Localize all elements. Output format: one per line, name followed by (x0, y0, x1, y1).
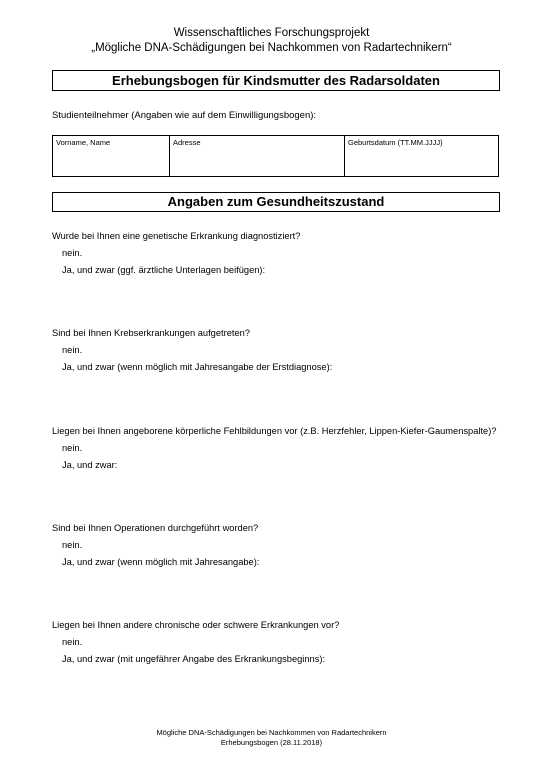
option-genetic-no: nein. (62, 248, 83, 258)
address-field-label: Adresse (173, 138, 201, 147)
question-cancer: Sind bei Ihnen Krebserkrankungen aufgetreten? (52, 328, 250, 338)
participant-intro: Studienteilnehmer (Angaben wie auf dem Einwilligungsbogen): (52, 110, 317, 121)
birthdate-field[interactable] (345, 136, 499, 177)
question-genetic-disease: Wurde bei Ihnen eine genetische Erkrankung diagnostiziert? (52, 231, 301, 241)
birthdate-field-label: Geburtsdatum (TT.MM.JJJJ) (348, 138, 443, 147)
footer-version-line: Erhebungsbogen (28.11.2018) (220, 738, 323, 747)
health-section-title: Angaben zum Gesundheitszustand (52, 192, 500, 212)
option-operations-no: nein. (62, 540, 83, 550)
question-chronic-diseases: Liegen bei Ihnen andere chronische oder schwere Erkrankungen vor? (52, 620, 340, 630)
checkbox-operations-yes[interactable] (52, 560, 59, 567)
option-chronic-no: nein. (62, 637, 83, 647)
checkbox-chronic-yes[interactable] (52, 657, 59, 664)
checkbox-cancer-yes[interactable] (52, 365, 59, 372)
option-malformations-no: nein. (62, 443, 83, 453)
question-malformations: Liegen bei Ihnen angeborene körperliche Fehlbildungen vor (z.B. Herzfehler, Lippen-Kiefer-Gaumenspalte)? (52, 426, 497, 436)
footer-project-line: Mögliche DNA-Schädigungen bei Nachkommen von Radartechnikern (156, 728, 387, 737)
participant-table (52, 135, 499, 177)
option-genetic-yes: Ja, und zwar (ggf. ärztliche Unterlagen beifügen): (62, 265, 266, 275)
checkbox-chronic-no[interactable] (52, 640, 59, 647)
name-field-label: Vorname, Name (56, 138, 111, 147)
option-malformations-yes: Ja, und zwar: (62, 460, 118, 470)
header-project-line: Wissenschaftliches Forschungsprojekt (173, 27, 370, 39)
checkbox-genetic-yes[interactable] (52, 268, 59, 275)
name-field[interactable] (53, 136, 170, 177)
document-header (0, 26, 543, 56)
document-footer (0, 728, 543, 748)
form-title-box: Erhebungsbogen für Kindsmutter des Radarsoldaten (52, 70, 500, 91)
option-cancer-yes: Ja, und zwar (wenn möglich mit Jahresangabe der Erstdiagnose): (62, 362, 333, 372)
checkbox-malformations-yes[interactable] (52, 463, 59, 470)
option-chronic-yes: Ja, und zwar (mit ungefährer Angabe des Erkrankungsbeginns): (62, 654, 326, 664)
question-operations: Sind bei Ihnen Operationen durchgeführt worden? (52, 523, 259, 533)
header-title-line: „Mögliche DNA-Schädigungen bei Nachkommen von Radartechnikern“ (91, 42, 452, 54)
option-operations-yes: Ja, und zwar (wenn möglich mit Jahresangabe): (62, 557, 260, 567)
checkbox-genetic-no[interactable] (52, 251, 59, 258)
address-field[interactable] (170, 136, 345, 177)
checkbox-malformations-no[interactable] (52, 446, 59, 453)
option-cancer-no: nein. (62, 345, 83, 355)
checkbox-operations-no[interactable] (52, 543, 59, 550)
checkbox-cancer-no[interactable] (52, 348, 59, 355)
